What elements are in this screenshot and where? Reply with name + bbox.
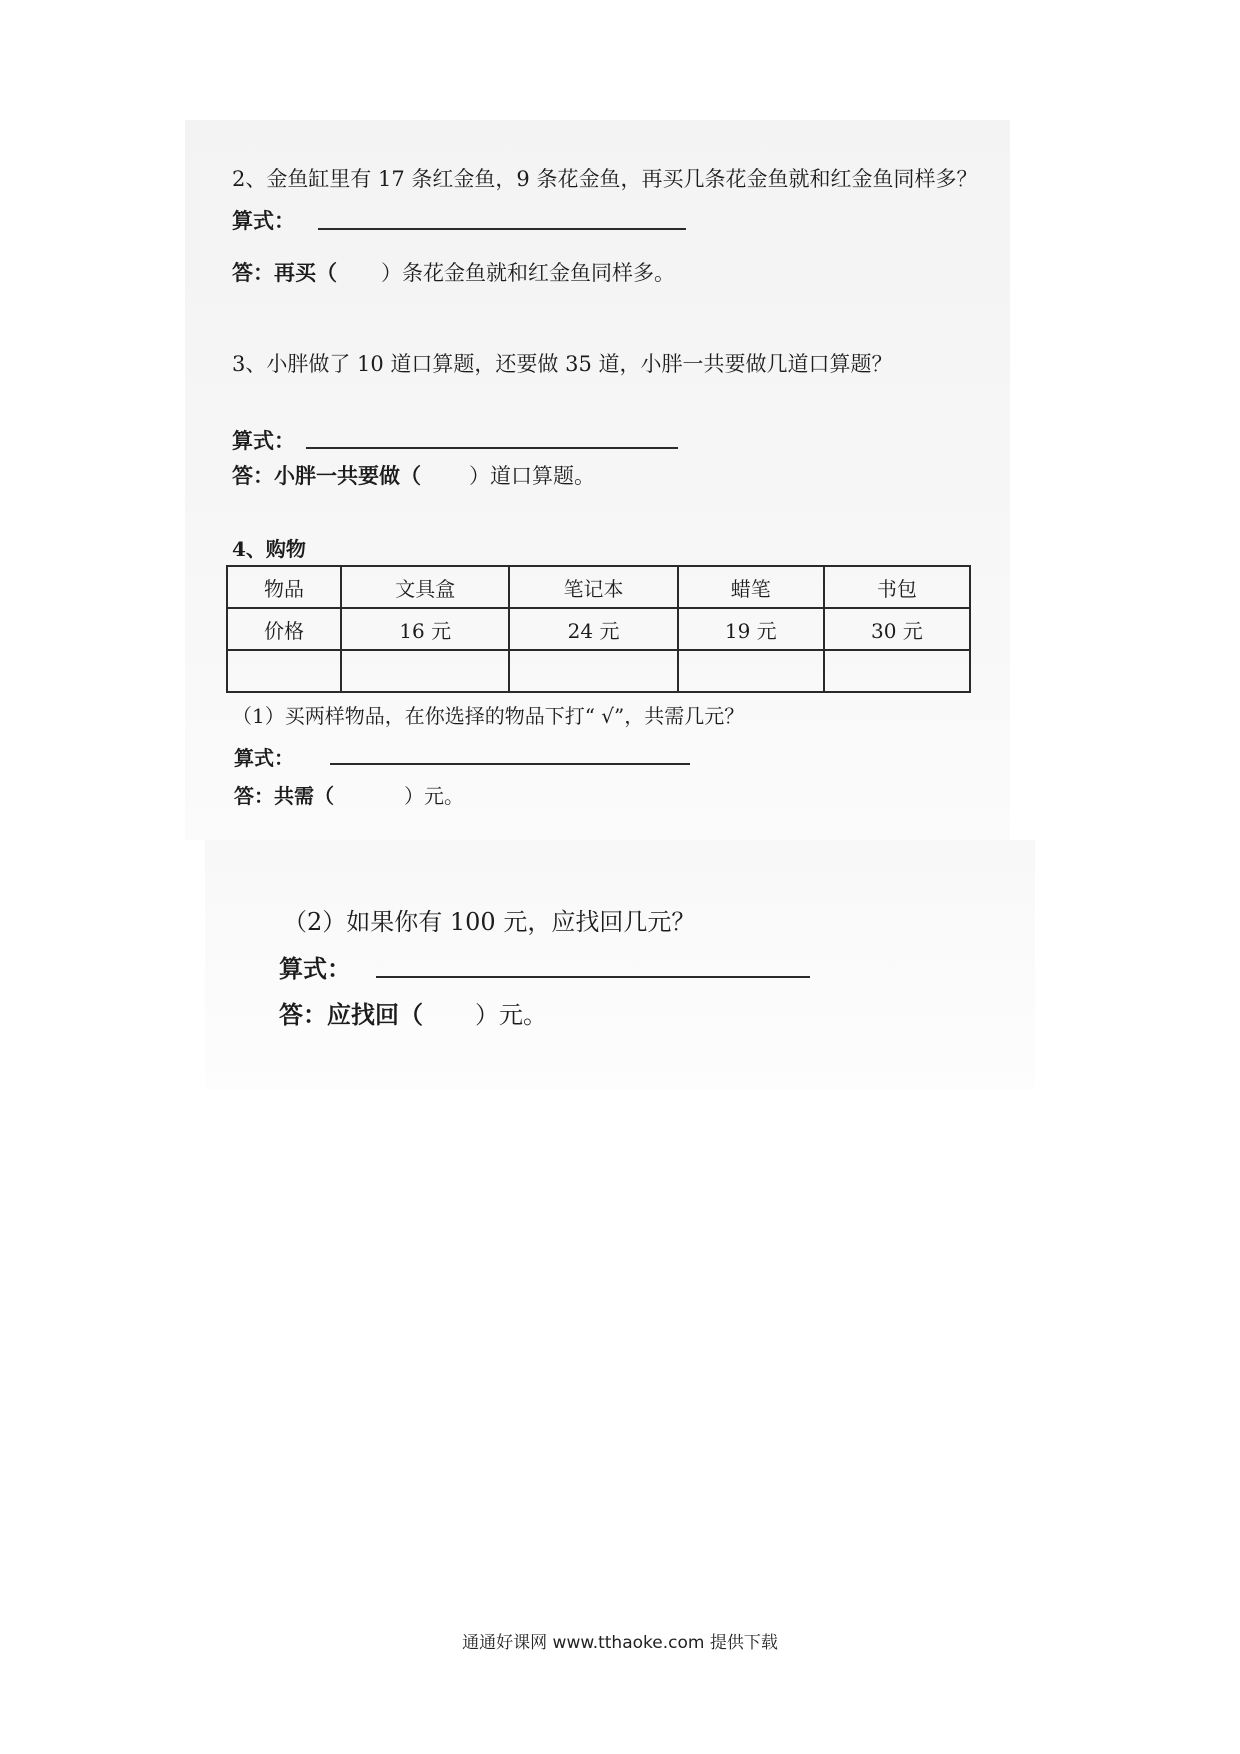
q3-answer-prefix: 答：小胖一共要做（ (232, 463, 421, 488)
q4-title: 4、购物 (232, 537, 306, 561)
table-cell: 蜡笔 (678, 566, 824, 608)
choice-cell[interactable] (678, 650, 824, 692)
q2-answer-suffix: ）条花金鱼就和红金鱼同样多。 (381, 261, 675, 285)
q3-answer-suffix: ）道口算题。 (469, 464, 595, 488)
q4-sub1-formula-label: 算式： (234, 746, 294, 770)
q3-formula-label: 算式： (232, 428, 295, 453)
q4-sub2-formula-label: 算式： (279, 954, 351, 983)
q4-sub2-answer-suffix: ）元。 (475, 1001, 547, 1029)
table-cell: 价格 (227, 608, 341, 650)
q4-sub1-formula-line[interactable] (330, 763, 690, 765)
choice-cell[interactable] (509, 650, 677, 692)
q3-question: 3、小胖做了 10 道口算题，还要做 35 道，小胖一共要做几道口算题？ (232, 352, 893, 376)
table-cell: 书包 (824, 566, 970, 608)
table-row-price (227, 608, 970, 650)
choice-cell-label (227, 650, 341, 692)
table-cell: 文具盒 (341, 566, 509, 608)
q4-sub2-answer-prefix: 答：应找回（ (279, 1000, 423, 1029)
table-row-header (227, 566, 970, 608)
q4-sub1-answer (234, 780, 464, 809)
table-cell: 30 元 (824, 608, 970, 650)
choice-cell[interactable] (341, 650, 509, 692)
choice-cell[interactable] (824, 650, 970, 692)
table-cell: 24 元 (509, 608, 677, 650)
q4-sub2-formula-line[interactable] (376, 976, 810, 978)
q2-answer-prefix: 答：再买（ (232, 260, 337, 285)
q3-answer (232, 460, 595, 490)
table-row-choice (227, 650, 970, 692)
footer-credit: 通通好课网 www.tthaoke.com 提供下载 (462, 1633, 778, 1653)
price-table (226, 565, 971, 693)
table-cell: 笔记本 (509, 566, 677, 608)
q2-answer (232, 257, 675, 287)
q2-question: 2、金鱼缸里有 17 条红金鱼，9 条花金鱼，再买几条花金鱼就和红金鱼同样多？ (232, 167, 978, 191)
table-cell: 物品 (227, 566, 341, 608)
q4-sub1-question: （1）买两样物品，在你选择的物品下打“ √”，共需几元？ (232, 704, 745, 728)
q4-sub2-answer (279, 995, 547, 1030)
q4-sub1-answer-prefix: 答：共需（ (234, 784, 334, 808)
table-cell: 16 元 (341, 608, 509, 650)
q2-formula-label: 算式： (232, 208, 295, 233)
q4-sub1-answer-suffix: ）元。 (404, 784, 464, 808)
q3-formula-line[interactable] (306, 447, 678, 449)
table-cell: 19 元 (678, 608, 824, 650)
q4-sub2-question: （2）如果你有 100 元，应找回几元？ (283, 908, 696, 936)
q2-formula-line[interactable] (318, 228, 686, 230)
